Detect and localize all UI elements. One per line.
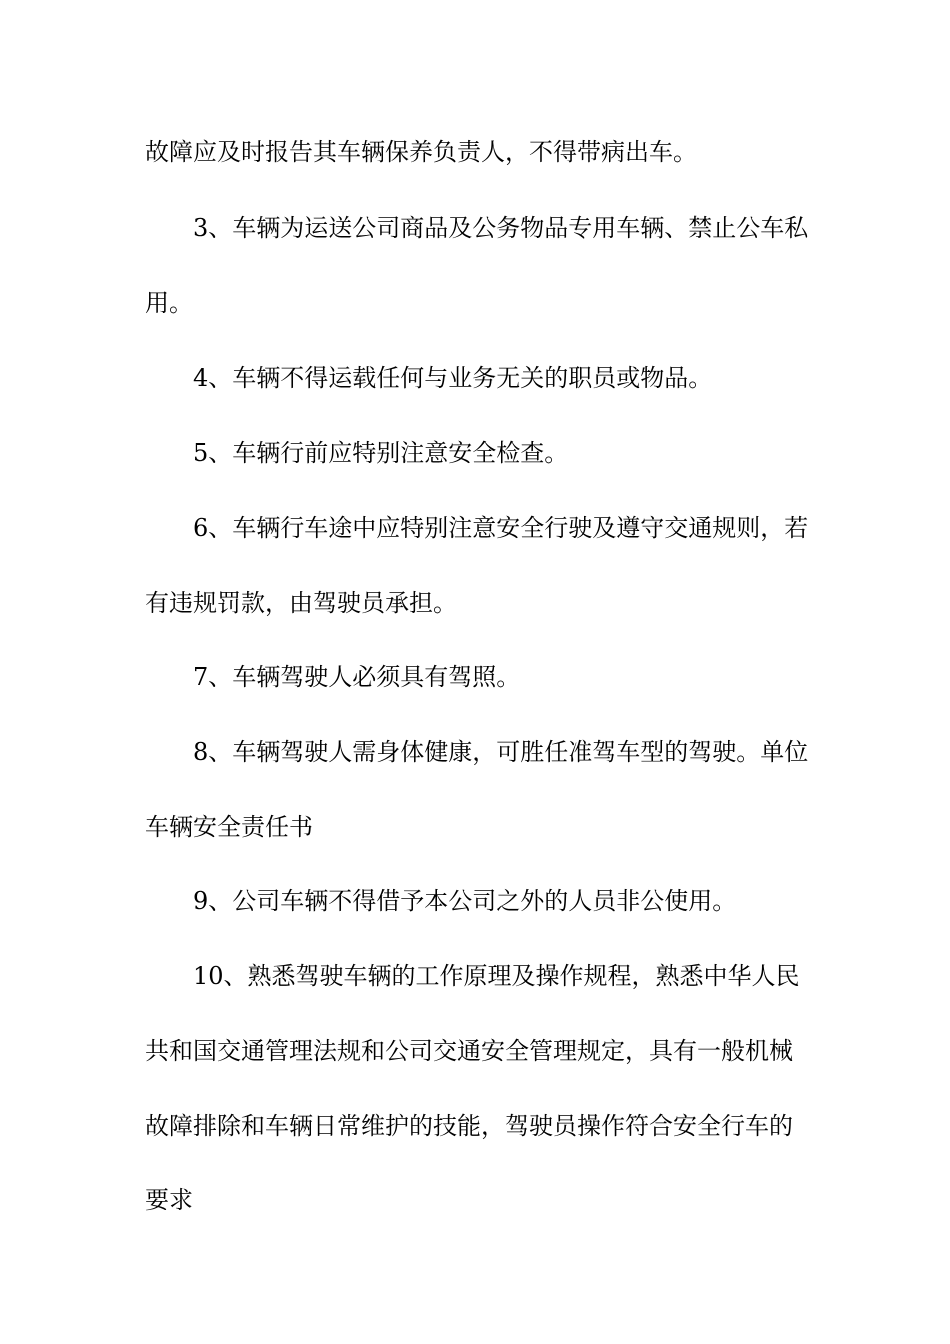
rule-7-line: 7、车辆驾驶人必须具有驾照。 [193, 663, 521, 691]
rule-4-line: 4、车辆不得运载任何与业务无关的职员或物品。 [193, 364, 713, 392]
paragraph-line: 要求 [145, 1186, 193, 1214]
rule-9-line: 9、公司车辆不得借予本公司之外的人员非公使用。 [193, 887, 737, 915]
paragraph-line: 有违规罚款，由驾驶员承担。 [145, 589, 457, 617]
rule-3-line: 3、车辆为运送公司商品及公务物品专用车辆、禁止公车私 [193, 214, 809, 242]
paragraph-line: 车辆安全责任书 [145, 813, 313, 841]
paragraph-line: 故障排除和车辆日常维护的技能，驾驶员操作符合安全行车的 [145, 1112, 793, 1140]
rule-10-line: 10、熟悉驾驶车辆的工作原理及操作规程，熟悉中华人民 [193, 962, 800, 990]
rule-8-line: 8、车辆驾驶人需身体健康，可胜任准驾车型的驾驶。单位 [193, 738, 809, 766]
paragraph-line: 用。 [145, 289, 193, 317]
paragraph-line: 共和国交通管理法规和公司交通安全管理规定，具有一般机械 [145, 1037, 793, 1065]
rule-5-line: 5、车辆行前应特别注意安全检查。 [193, 439, 569, 467]
paragraph-line: 故障应及时报告其车辆保养负责人，不得带病出车。 [145, 138, 697, 166]
rule-6-line: 6、车辆行车途中应特别注意安全行驶及遵守交通规则，若 [193, 514, 809, 542]
